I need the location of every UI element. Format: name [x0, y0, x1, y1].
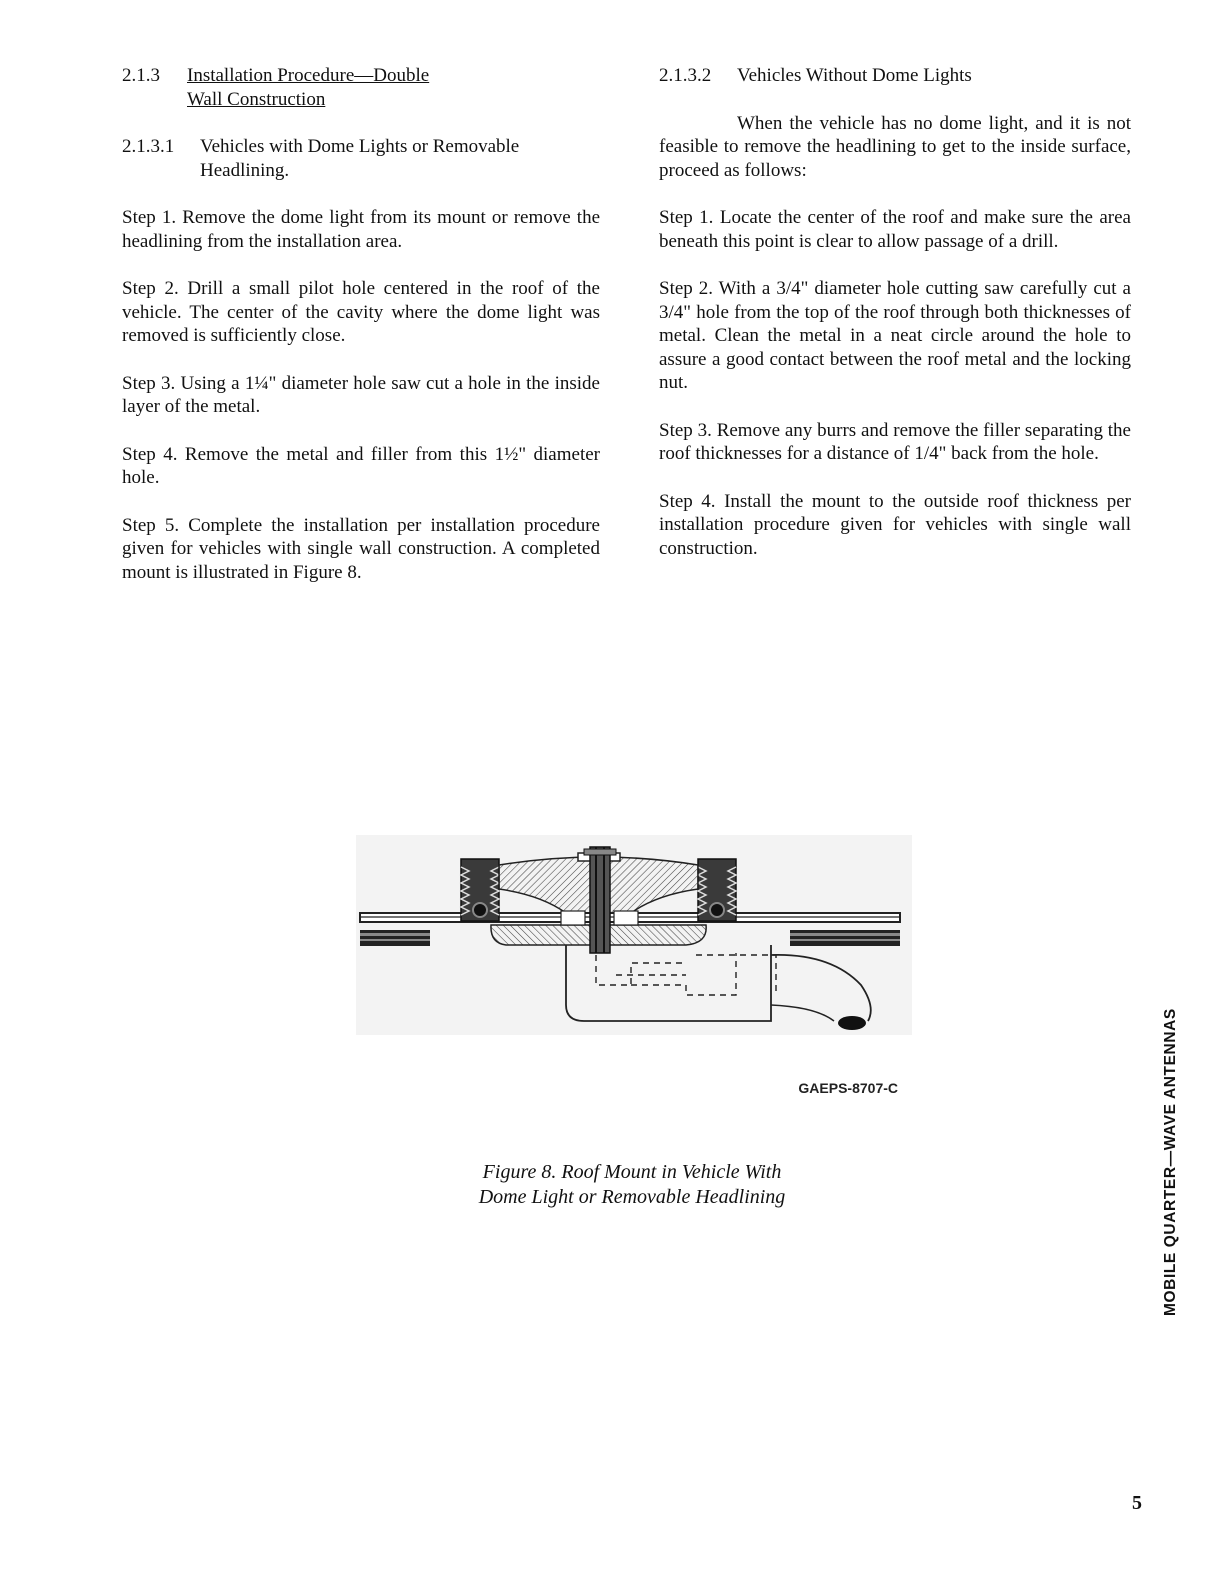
caption-line2: Dome Light or Removable Headlining: [478, 1186, 786, 1208]
step-paragraph: Step 5. Complete the installation per installation procedure given for vehicles with single wall construction. A completed mount is illustrated in Figure 8.: [122, 514, 600, 583]
subsection-number: 2.1.3.2: [659, 65, 712, 86]
drawing-id: GAEPS-8707-C: [798, 1080, 898, 1096]
section-title-line1: Installation Procedure—Double: [187, 65, 430, 86]
step-paragraph: Step 1. Remove the dome light from its mount or remove the headlining from the installation area.: [122, 207, 600, 252]
roof-mount-diagram: [356, 835, 912, 1035]
section-number: 2.1.3: [122, 65, 160, 86]
subsection-number: 2.1.3.1: [122, 136, 175, 157]
step-paragraph: Step 2. With a 3/4" diameter hole cutting saw carefully cut a 3/4" hole from the top of the roof through both thicknesses of metal. Clean the metal in a neat circle around the hole to assure a good contact between the roof metal and the locking nut.: [659, 278, 1131, 393]
figure-caption: [420, 1160, 844, 1210]
subsection-title: Vehicles with Dome Lights or Removable Headlining.: [200, 136, 520, 181]
right-column: [659, 64, 1131, 560]
inner-panel-right: [790, 930, 900, 946]
subsection-heading: [122, 135, 600, 182]
section-title: [187, 64, 429, 111]
caption-line1: Figure 8. Roof Mount in Vehicle With: [482, 1161, 782, 1183]
intro-paragraph: When the vehicle has no dome light, and it is not feasible to remove the headlining to get to the inside surface, proceed as follows:: [659, 112, 1131, 181]
side-tab-label: MOBILE QUARTER—WAVE ANTENNAS: [1162, 1008, 1179, 1316]
left-column: [122, 64, 600, 584]
cable-end: [838, 1016, 866, 1030]
threaded-collar-right: [698, 859, 736, 921]
step-paragraph: Step 3. Using a 1¼" diameter hole saw cut a hole in the inside layer of the metal.: [122, 372, 600, 417]
subsection-title: Vehicles Without Dome Lights: [737, 65, 972, 86]
step-paragraph: Step 1. Locate the center of the roof and make sure the area beneath this point is clear to allow passage of a drill.: [659, 207, 1131, 252]
inner-panel-left: [360, 930, 430, 946]
step-paragraph: Step 3. Remove any burrs and remove the filler separating the roof thicknesses for a distance of 1/4" back from the hole.: [659, 419, 1131, 464]
subsection-heading: [659, 64, 1131, 88]
page-number: 5: [1132, 1492, 1142, 1514]
threaded-collar-left: [461, 859, 499, 921]
step-paragraph: Step 4. Remove the metal and filler from this 1½" diameter hole.: [122, 443, 600, 488]
section-title-line2: Wall Construction: [187, 88, 326, 110]
step-paragraph: Step 4. Install the mount to the outside roof thickness per installation procedure given for vehicles with single wall construction.: [659, 490, 1131, 559]
step-paragraph: Step 2. Drill a small pilot hole centered in the roof of the vehicle. The center of the cavity where the dome light was removed is sufficiently close.: [122, 278, 600, 346]
section-heading: [122, 64, 600, 111]
